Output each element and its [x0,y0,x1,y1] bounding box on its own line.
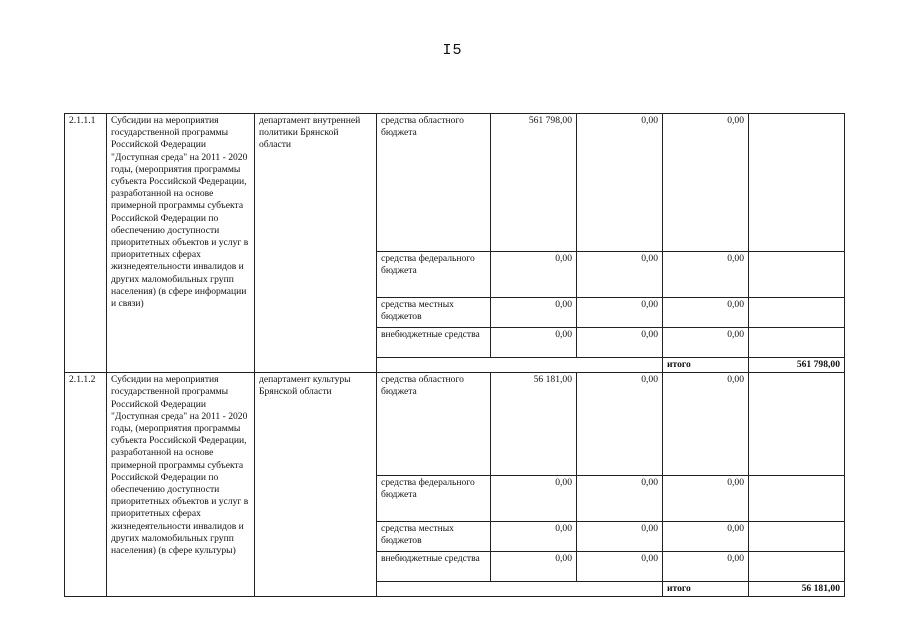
amount-cell: 0,00 [577,522,663,552]
amount-cell: 0,00 [577,252,663,298]
amount-cell: 0,00 [491,476,577,522]
empty-cell [749,252,845,298]
amount-cell: 0,00 [663,298,749,328]
funding-source: средства федерального бюджета [377,252,491,298]
empty-cell [749,328,845,358]
empty-cell [749,298,845,328]
amount-cell: 0,00 [663,328,749,358]
table-row [65,373,845,476]
amount-cell: 0,00 [577,373,663,476]
amount-cell: 561 798,00 [491,114,577,252]
item-executor: департамент внутренней политики Брянской области [255,114,377,373]
amount-cell: 0,00 [491,552,577,582]
page-number: I5 [442,42,463,59]
total-label: итого [663,358,749,373]
funding-source: средства областного бюджета [377,114,491,252]
spacer-cell [377,582,663,597]
item-executor: департамент культуры Брянской области [255,373,377,597]
funding-source: внебюджетные средства [377,552,491,582]
amount-cell: 0,00 [577,328,663,358]
funding-source: средства федерального бюджета [377,476,491,522]
empty-cell [749,476,845,522]
funding-source: средства местных бюджетов [377,522,491,552]
funding-source: внебюджетные средства [377,328,491,358]
amount-cell: 0,00 [577,476,663,522]
item-name: Субсидии на мероприятия государственной программы Российской Федерации "Доступная среда" на 2011 - 2020 годы, (мероприятия программы субъекта Российской Федерации, разработанной на основе примерной программы субъекта Российской Федерации по обеспечению доступности приоритетных объектов и услуг в приоритетных сферах жизнедеятельности инвалидов и других маломобильных групп населения) (в сфере информации и связи) [107,114,255,373]
empty-cell [749,373,845,476]
amount-cell: 0,00 [663,373,749,476]
amount-cell: 0,00 [491,252,577,298]
empty-cell [749,552,845,582]
amount-cell: 0,00 [663,252,749,298]
total-label: итого [663,582,749,597]
amount-cell: 0,00 [491,328,577,358]
amount-cell: 56 181,00 [491,373,577,476]
amount-cell: 0,00 [491,298,577,328]
amount-cell: 0,00 [577,552,663,582]
amount-cell: 0,00 [577,114,663,252]
amount-cell: 0,00 [491,522,577,552]
total-amount: 561 798,00 [749,358,845,373]
amount-cell: 0,00 [663,522,749,552]
budget-table [64,113,845,597]
item-code: 2.1.1.1 [65,114,107,373]
amount-cell: 0,00 [663,114,749,252]
amount-cell: 0,00 [577,298,663,328]
spacer-cell [377,358,663,373]
funding-source: средства местных бюджетов [377,298,491,328]
total-amount: 56 181,00 [749,582,845,597]
item-code: 2.1.1.2 [65,373,107,597]
amount-cell: 0,00 [663,476,749,522]
table-row [65,114,845,252]
empty-cell [749,522,845,552]
funding-source: средства областного бюджета [377,373,491,476]
item-name: Субсидии на мероприятия государственной программы Российской Федерации "Доступная среда" на 2011 - 2020 годы, (мероприятия программы субъекта Российской Федерации, разработанной на основе примерной программы субъекта Российской Федерации по обеспечению доступности приоритетных объектов и услуг в приоритетных сферах жизнедеятельности инвалидов и других маломобильных групп населения) (в сфере культуры) [107,373,255,597]
empty-cell [749,114,845,252]
amount-cell: 0,00 [663,552,749,582]
